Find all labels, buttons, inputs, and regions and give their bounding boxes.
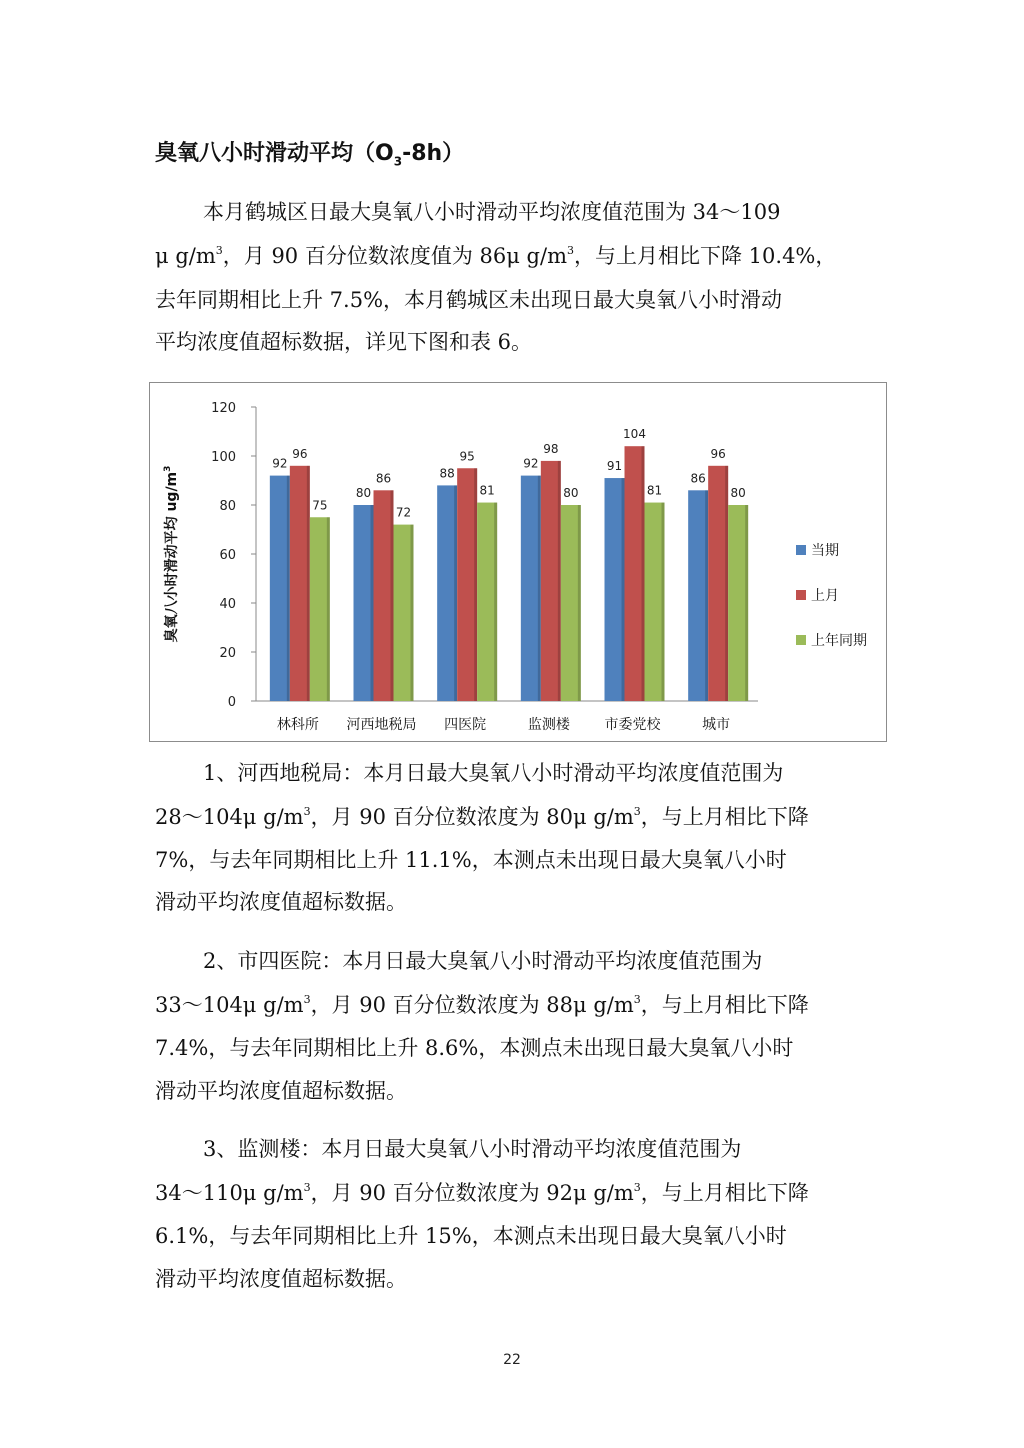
data-label: 72 — [395, 505, 412, 520]
bar-shade — [745, 505, 748, 701]
legend-label: 当期 — [811, 543, 839, 559]
y-tick-label: 120 — [211, 401, 236, 416]
bar-shade — [662, 503, 665, 701]
category-label: 市委党校 — [604, 717, 661, 733]
heading-tail: -8h） — [402, 141, 465, 166]
intro-line-2c: ，与上月相比下降 10.4%， — [574, 244, 837, 268]
section-2-line-2c: ，与上月相比下降 — [640, 993, 809, 1017]
data-label: 80 — [563, 486, 579, 500]
legend-swatch — [796, 635, 806, 645]
heading-subscript: 3 — [393, 154, 403, 169]
data-label: 104 — [623, 427, 646, 442]
data-label: 86 — [690, 471, 706, 486]
y-axis-title: 臭氧八小时滑动平均 $ug/m^3$ — [163, 465, 180, 643]
category-label: 林科所 — [276, 717, 319, 733]
legend-label: 上年同期 — [811, 633, 867, 649]
bar-shade — [307, 466, 310, 701]
bar-shade — [391, 490, 394, 701]
section-heading — [155, 136, 464, 168]
data-label: 92 — [272, 456, 288, 471]
intro-line-2a: μ g/m — [155, 244, 216, 268]
section-2-line-4: 滑动平均浓度值超标数据。 — [155, 1079, 407, 1103]
section-3-sup-2: 3 — [633, 1181, 641, 1194]
data-label: 96 — [710, 446, 726, 461]
intro-line-2b: ，月 90 百分位数浓度值为 86μ g/m — [222, 244, 567, 268]
section-2-line-2b: ，月 90 百分位数浓度为 88μ g/m — [310, 993, 634, 1017]
chart-canvas — [150, 383, 886, 741]
bar — [310, 517, 330, 701]
bar-shade — [578, 505, 581, 701]
bar-shade — [642, 446, 645, 701]
category-label: 监测楼 — [527, 717, 570, 733]
section-2-sup-2: 3 — [633, 993, 641, 1006]
intro-sup-1: 3 — [215, 244, 223, 257]
data-label: 80 — [730, 486, 746, 500]
section-1-sup-1: 3 — [303, 805, 311, 818]
data-label: 95 — [459, 449, 475, 464]
data-label: 91 — [606, 459, 623, 474]
section-1-line-3: 7%，与去年同期相比上升 11.1%，本测点未出现日最大臭氧八小时 — [155, 848, 787, 872]
bar-shade — [558, 461, 561, 701]
category-label: 河西地税局 — [346, 717, 417, 733]
y-tick-label: 20 — [219, 646, 236, 661]
bar-shade — [474, 468, 477, 701]
page-number: 22 — [503, 1352, 521, 1368]
bar-shade — [538, 476, 541, 701]
bar — [290, 466, 310, 701]
intro-line-1: 本月鹤城区日最大臭氧八小时滑动平均浓度值范围为 34～109 — [203, 200, 781, 224]
section-1-line-2c: ，与上月相比下降 — [640, 805, 809, 829]
bar-shade — [371, 505, 374, 701]
y-axis-title-sup: 3 — [163, 465, 173, 472]
bar-shade — [327, 517, 330, 701]
bar-shade — [287, 476, 290, 701]
y-tick-label: 100 — [211, 450, 236, 465]
category-label: 四医院 — [444, 717, 487, 733]
legend-swatch — [796, 545, 806, 555]
data-label: 86 — [375, 471, 392, 486]
y-tick-label: 60 — [219, 548, 236, 563]
y-tick-label: 80 — [219, 499, 236, 514]
intro-sup-2: 3 — [567, 244, 574, 257]
data-label: 96 — [292, 446, 308, 461]
data-label: 81 — [646, 483, 663, 498]
section-2-line-1: 2、市四医院：本月日最大臭氧八小时滑动平均浓度值范围为 — [203, 949, 763, 973]
data-label: 81 — [479, 483, 495, 498]
section-3-line-4: 滑动平均浓度值超标数据。 — [155, 1267, 407, 1291]
section-2-sup-1: 3 — [303, 993, 311, 1006]
section-1-line-4: 滑动平均浓度值超标数据。 — [155, 890, 407, 914]
section-1-line-2 — [155, 801, 809, 831]
bar-shade — [411, 525, 414, 701]
intro-line-4: 平均浓度值超标数据，详见下图和表 6。 — [155, 330, 533, 354]
section-2-line-3: 7.4%，与去年同期相比上升 8.6%，本测点未出现日最大臭氧八小时 — [155, 1036, 794, 1060]
bar-shade — [622, 478, 625, 701]
data-label: 92 — [523, 456, 539, 471]
section-2-line-2a: 33～104μ g/m — [155, 993, 304, 1017]
legend-swatch — [796, 590, 806, 600]
section-3-line-2 — [155, 1177, 809, 1207]
section-3-line-3: 6.1%，与去年同期相比上升 15%，本测点未出现日最大臭氧八小时 — [155, 1224, 787, 1248]
section-3-line-1: 3、监测楼：本月日最大臭氧八小时滑动平均浓度值范围为 — [203, 1137, 742, 1161]
bar-shade — [494, 503, 497, 701]
ozone-bar-chart — [149, 382, 887, 742]
data-label: 98 — [543, 441, 559, 456]
bar-shade — [725, 466, 728, 701]
intro-line-2 — [155, 240, 836, 270]
section-3-line-2c: ，与上月相比下降 — [640, 1181, 809, 1205]
section-1-line-1: 1、河西地税局：本月日最大臭氧八小时滑动平均浓度值范围为 — [203, 761, 784, 785]
section-3-line-2b: ，月 90 百分位数浓度为 92μ g/m — [310, 1181, 634, 1205]
intro-line-3: 去年同期相比上升 7.5%，本月鹤城区未出现日最大臭氧八小时滑动 — [155, 288, 783, 312]
section-1-line-2a: 28～104μ g/m — [155, 805, 304, 829]
data-label: 75 — [312, 498, 328, 513]
data-label: 88 — [439, 466, 455, 481]
section-1-sup-2: 3 — [633, 805, 641, 818]
section-3-sup-1: 3 — [303, 1181, 311, 1194]
y-tick-label: 0 — [227, 695, 236, 710]
y-tick-label: 40 — [219, 597, 236, 612]
bar-shade — [454, 485, 457, 701]
data-label: 80 — [355, 486, 372, 500]
section-3-line-2a: 34～110μ g/m — [155, 1181, 304, 1205]
section-1-line-2b: ，月 90 百分位数浓度为 80μ g/m — [310, 805, 634, 829]
legend-label: 上月 — [811, 588, 839, 604]
bar-shade — [705, 490, 708, 701]
category-label: 城市 — [702, 717, 731, 733]
section-2-line-2 — [155, 989, 809, 1019]
heading-text: 臭氧八小时滑动平均（O — [155, 141, 394, 166]
